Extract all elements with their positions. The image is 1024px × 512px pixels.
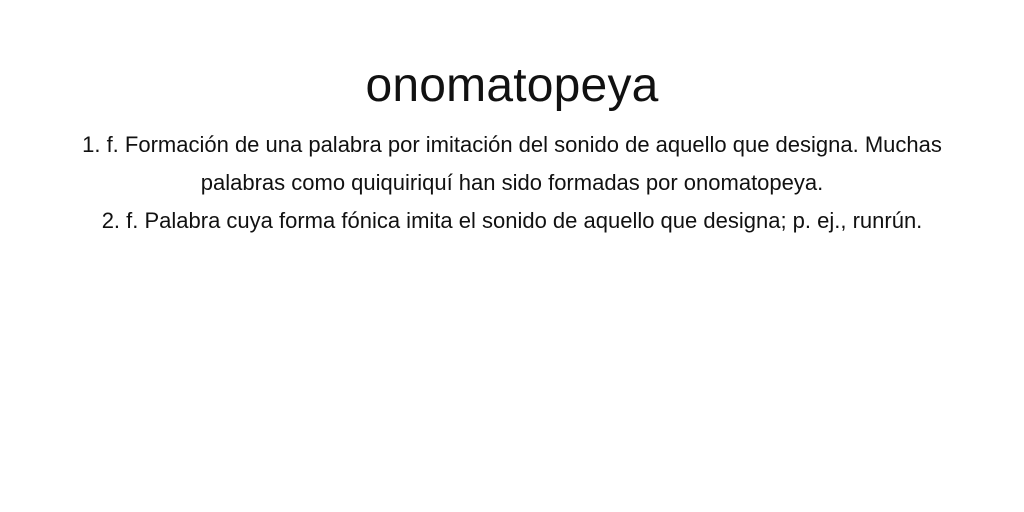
definition-2: 2. f. Palabra cuya forma fónica imita el sonido de aquello que designa; p. ej., runrún. bbox=[101, 208, 923, 233]
entry-title: onomatopeya bbox=[365, 59, 659, 112]
definitions-list bbox=[52, 126, 972, 240]
definition-1: 1. f. Formación de una palabra por imitación del sonido de aquello que designa. Muchas palabras como quiquiriquí han sido formadas por onomatopeya. bbox=[82, 132, 942, 195]
